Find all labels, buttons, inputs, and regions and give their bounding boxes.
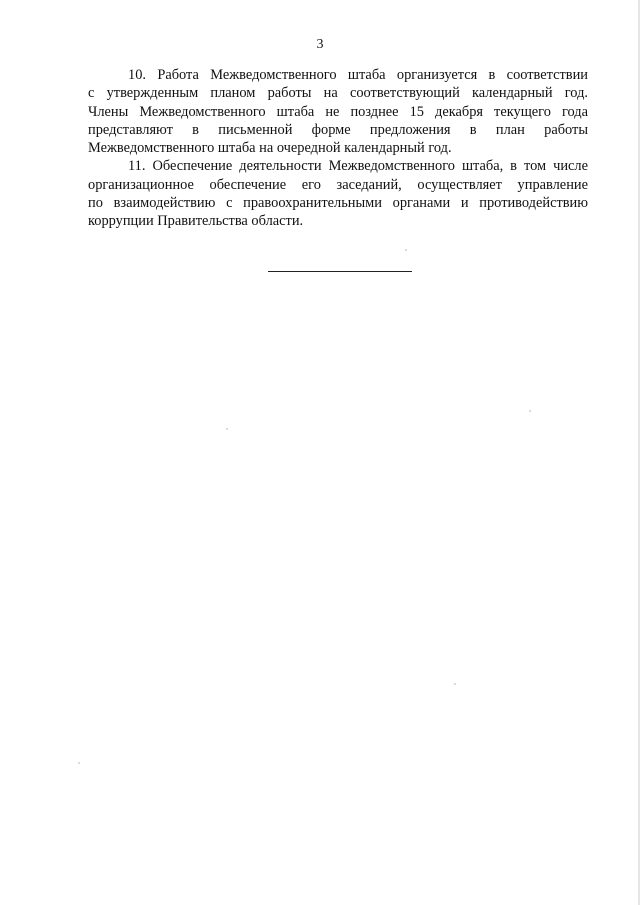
paragraph-10 — [88, 66, 588, 157]
paragraph-line: 11. Обеспечение деятельности Межведомственного штаба, в том числе — [128, 158, 588, 175]
paragraph-line: по взаимодействию с правоохранительными органами и противодействию — [88, 195, 588, 212]
paragraph-line: с утвержденным планом работы на соответствующий календарный год. — [88, 85, 588, 102]
paragraph-line: коррупции Правительства области. — [88, 213, 304, 230]
paragraph-line: представляют в письменной форме предложения в план работы — [88, 121, 588, 138]
paragraph-line: 10. Работа Межведомственного штаба организуется в соответствии — [128, 67, 588, 83]
paragraph-line: организационное обеспечение его заседаний, осуществляет управление — [88, 176, 588, 193]
scan-speck — [529, 410, 531, 412]
paragraph-line: Члены Межведомственного штаба не позднее 15 декабря текущего года — [88, 103, 588, 120]
scan-speck — [78, 762, 80, 764]
scan-speck — [405, 249, 407, 251]
paragraph-line: Межведомственного штаба на очередной календарный год. — [88, 140, 452, 157]
document-body — [88, 66, 588, 231]
end-separator-line — [268, 271, 412, 272]
paragraph-11 — [88, 157, 588, 230]
scan-speck — [454, 683, 456, 685]
scan-speck — [226, 428, 228, 430]
page-number: 3 — [316, 37, 324, 52]
